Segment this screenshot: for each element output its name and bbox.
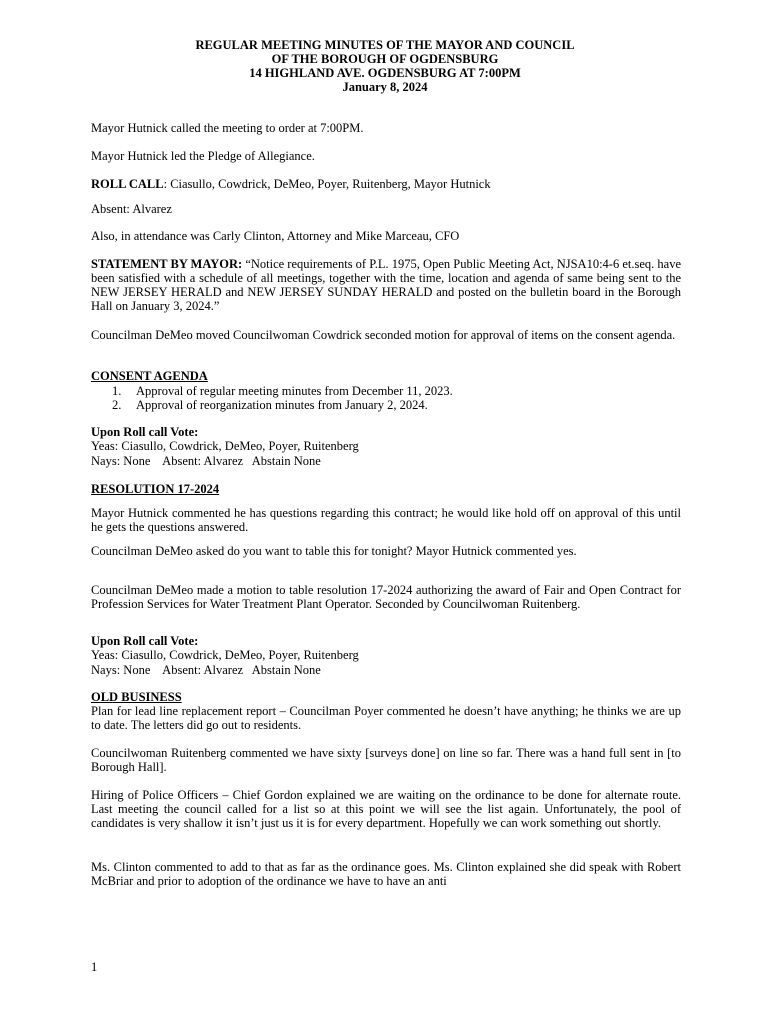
list-item: 2. Approval of reorganization minutes from January 2, 2024. [112, 398, 428, 412]
statement-label: STATEMENT BY MAYOR: [91, 257, 243, 271]
resolution-heading: RESOLUTION 17-2024 [91, 482, 220, 496]
page-number: 1 [91, 960, 98, 974]
mayor-statement [91, 257, 681, 313]
absent: Absent: Alvarez [91, 202, 172, 216]
vote-label: Upon Roll call Vote: [91, 634, 199, 648]
vote-yeas: Yeas: Ciasullo, Cowdrick, DeMeo, Poyer, Ruitenberg [91, 648, 359, 662]
pledge: Mayor Hutnick led the Pledge of Allegiance. [91, 149, 315, 163]
attendance: Also, in attendance was Carly Clinton, Attorney and Mike Marceau, CFO [91, 229, 460, 243]
old-business-paragraph-4: Ms. Clinton commented to add to that as far as the ordinance goes. Ms. Clinton explained she did speak with Robert McBriar and prior to adoption of the ordinance we have to have an anti [91, 860, 681, 888]
old-business-paragraph-1: Plan for lead line replacement report – Councilman Poyer commented he doesn’t have anything; he thinks we are up to date. The letters did go out to residents. [91, 704, 681, 732]
document-title [0, 38, 770, 94]
title-line-1: REGULAR MEETING MINUTES OF THE MAYOR AND COUNCIL [195, 38, 575, 52]
resolution-paragraph-1: Mayor Hutnick commented he has questions regarding this contract; he would like hold off on approval of this until he gets the questions answered. [91, 506, 681, 534]
roll-call-label: ROLL CALL [91, 177, 164, 191]
vote-label: Upon Roll call Vote: [91, 425, 199, 439]
consent-agenda-heading: CONSENT AGENDA [91, 369, 208, 383]
resolution-paragraph-3: Councilman DeMeo made a motion to table resolution 17-2024 authorizing the award of Fair and Open Contract for Profession Services for Water Treatment Plant Operator. Seconded by Councilwoman Ruitenberg. [91, 583, 681, 611]
roll-call-names: : Ciasullo, Cowdrick, DeMeo, Poyer, Ruitenberg, Mayor Hutnick [163, 177, 491, 191]
list-item: 1. Approval of regular meeting minutes from December 11, 2023. [112, 384, 453, 398]
resolution-paragraph-2: Councilman DeMeo asked do you want to table this for tonight? Mayor Hutnick commented yes. [91, 544, 577, 558]
title-line-2: OF THE BOROUGH OF OGDENSBURG [271, 52, 499, 66]
vote-nays: Nays: None Absent: Alvarez Abstain None [91, 663, 321, 677]
old-business-heading: OLD BUSINESS [91, 690, 182, 704]
roll-call [91, 177, 681, 191]
old-business-paragraph-3: Hiring of Police Officers – Chief Gordon explained we are waiting on the ordinance to be done for alternate route. Last meeting the council called for a list so at this point we will see the list again. Unfortunately, the pool of candidates is very shallow it isn’t just us it is for every department. Hopefully we can work something out shortly. [91, 788, 681, 830]
statement-text: “Notice requirements of P.L. 1975, Open Public Meeting Act, NJSA10:4-6 et.seq. have been satisfied with a schedule of all meetings, together with the time, location and agenda of same being sent to the NEW JERSEY HERALD and NEW JERSEY SUNDAY HERALD and posted on the bulletin board in the Borough Hall on January 3, 2024.” [91, 257, 681, 313]
consent-agenda-list [91, 384, 681, 412]
meeting-date: January 8, 2024 [342, 80, 428, 94]
vote-nays: Nays: None Absent: Alvarez Abstain None [91, 454, 321, 468]
title-line-3: 14 HIGHLAND AVE. OGDENSBURG AT 7:00PM [249, 66, 521, 80]
old-business-paragraph-2: Councilwoman Ruitenberg commented we have sixty [surveys done] on line so far. There was a hand full sent in [to Borough Hall]. [91, 746, 681, 774]
call-to-order: Mayor Hutnick called the meeting to order at 7:00PM. [91, 121, 364, 135]
consent-motion: Councilman DeMeo moved Councilwoman Cowdrick seconded motion for approval of items on the consent agenda. [91, 328, 676, 342]
vote-yeas: Yeas: Ciasullo, Cowdrick, DeMeo, Poyer, Ruitenberg [91, 439, 359, 453]
